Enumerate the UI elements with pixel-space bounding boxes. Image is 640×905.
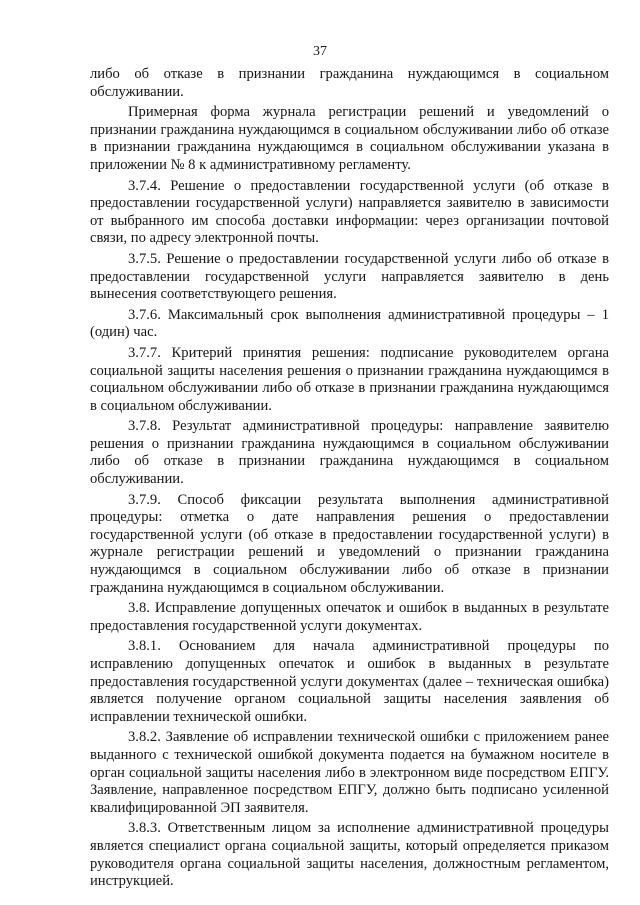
paragraph-3-7-4: 3.7.4. Решение о предоставлении государственной услуги (об отказе в предоставлении государственной услуги) направляется заявителю в зависимости от выбранного им способа доставки информации: через организации почтовой связи, по адресу электронной почты. — [90, 177, 609, 247]
page-number: 37 — [313, 44, 327, 59]
paragraph-continuation: либо об отказе в признании гражданина нуждающимся в социальном обслуживании. — [90, 66, 609, 100]
paragraph-3-8: 3.8. Исправление допущенных опечаток и ошибок в выданных в результате предоставления государственной услуги документах. — [90, 600, 609, 634]
paragraph-3-7-7: 3.7.7. Критерий принятия решения: подписание руководителем органа социальной защиты населения решения о признании гражданина нуждающимся в социальном обслуживании либо об отказе в признании гражданина нуждающимся в социальном обслуживании. — [90, 344, 609, 414]
paragraph-3-7-6: 3.7.6. Максимальный срок выполнения административной процедуры – 1 (один) час. — [90, 306, 609, 341]
paragraph-journal-form: Примерная форма журнала регистрации решений и уведомлений о признании гражданина нуждающимся в социальном обслуживании либо об отказе в признании гражданина нуждающимся в социальном обслуживании указана в приложении № 8 к административному регламенту. — [90, 104, 609, 173]
paragraph-3-8-2: 3.8.2. Заявление об исправлении технической ошибки с приложением ранее выданного с технической ошибкой документа подается на бумажном носителе в орган социальной защиты населения либо в электронном виде посредством ЕПГУ. Заявление, направленное посредством ЕПГУ, должно быть подписано усиленной квалифицированной ЭП заявителя. — [90, 729, 609, 816]
paragraph-3-7-9: 3.7.9. Способ фиксации результата выполнения административной процедуры: отметка о дате направления решения о предоставлении государственной услуги (об отказе в предоставлении государственной услуги) в журнале регистрации решений и уведомлений о признании гражданина нуждающимся в социальном обслуживании либо об отказе в признании гражданина нуждающимся в социальном обслуживании. — [90, 491, 609, 596]
paragraph-3-7-5: 3.7.5. Решение о предоставлении государственной услуги либо об отказе в предоставлении государственной услуги направляется заявителю в день вынесения соответствующего решения. — [90, 250, 609, 303]
paragraph-3-7-8: 3.7.8. Результат административной процедуры: направление заявителю решения о признании гражданина нуждающимся в социальном обслуживании либо об отказе в признании гражданина нуждающимся в социальном обслуживании. — [90, 418, 609, 488]
document-body — [90, 66, 609, 894]
paragraph-3-8-1: 3.8.1. Основанием для начала административной процедуры по исправлению допущенных опечаток и ошибок в выданных в результате предоставления государственной услуги документах (далее – техническая ошибка) является получение органом социальной защиты населения заявления об исправлении технической ошибки. — [90, 638, 609, 725]
paragraph-3-8-3: 3.8.3. Ответственным лицом за исполнение административной процедуры является специалист органа социальной защиты, который определяется приказом руководителя органа социальной защиты населения, должностным регламентом, инструкцией. — [90, 820, 609, 890]
